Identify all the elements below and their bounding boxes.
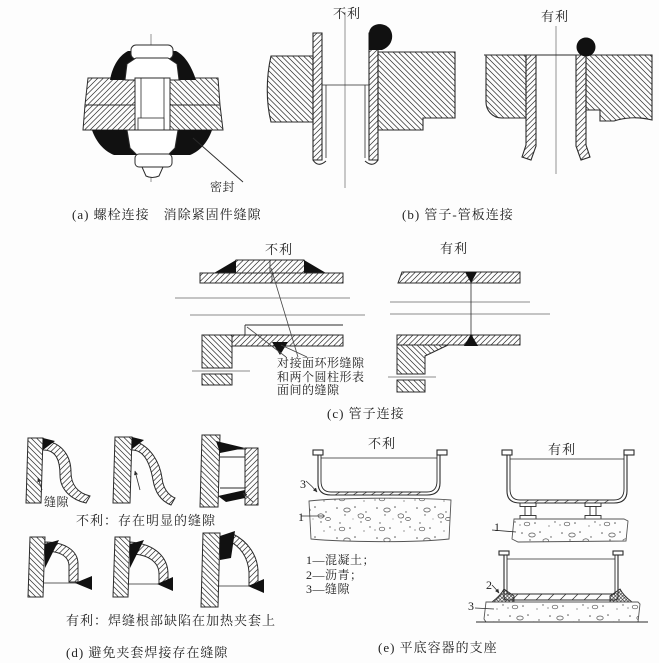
panel-e-unfavorable-drawing [293,443,471,553]
panel-e-legend [306,553,375,597]
fav-fig1 [28,537,92,597]
panel-b-caption: (b) 管子-管板连接 [402,207,514,222]
panel-c-favorable-label: 有利 [440,241,469,256]
annotation-line2: 和两个圆柱形表 [277,369,365,384]
fav-fig3 [201,531,264,607]
callout-3-unfav: 3 [300,477,306,491]
vessel [313,450,447,495]
callout-1-unfav: 1 [298,510,304,524]
panel-d-caption: (d) 避免夹套焊接存在缝隙 [66,645,229,660]
panel-b-favorable-label: 有利 [541,9,570,24]
panel-c-caption: (c) 管子连接 [327,406,405,421]
panel-a-bolted-joint-drawing [80,30,250,195]
tubesheet [267,52,455,130]
lower-pipe-wall [397,335,520,345]
panel-b-unfavorable-label: 不利 [333,6,362,21]
concrete-base [309,498,451,541]
annotation-line1: 对接面环形缝隙 [277,356,365,370]
panel-a-caption: (a) 螺栓连接 消除紧固件缝隙 [72,207,262,222]
callout-1-fav: 1 [494,520,500,534]
bore-centerlines [175,298,365,315]
gap-label: 缝隙 [44,495,70,509]
concrete-pad [512,519,628,542]
bolt-shaft [135,78,170,130]
unfav-fig3 [200,435,258,507]
bore-centerlines [390,302,550,314]
panel-d-favorable-note: 有利：焊缝根部缺陷在加热夹套上 [66,613,277,628]
tube-wall [313,33,378,164]
bolt-head [125,45,179,80]
annotation-line3: 面间的缝隙 [277,383,340,397]
panel-e-favorable2-drawing [466,551,658,631]
support-feet [520,503,601,519]
gap-callout-arrow [306,481,317,492]
seal-label: 密封 [210,180,236,194]
legend-gap: 3—缝隙 [306,582,351,596]
panel-c-favorable-drawing [388,250,633,395]
panel-e-favorable-label: 有利 [548,442,577,457]
tubesheet [486,55,652,121]
unfav-fig2 [113,437,175,505]
weld-fillet-right [304,260,326,273]
socket-step [245,325,343,335]
weld-bead [577,38,596,57]
seal-leader-line [193,138,243,182]
fav-fig2 [113,537,173,597]
panel-d-unfavorable-note: 不利：存在明显的缝隙 [76,513,217,528]
weld-bead [369,24,392,50]
panel-c-unfavorable-label: 不利 [265,242,294,257]
weld-fillet-left [214,260,236,273]
lower-pipe-wall [232,335,343,346]
upper-pipe-wall [200,273,343,283]
panel-e-caption: (e) 平底容器的支座 [378,640,498,655]
sleeve [230,260,310,273]
callout-2-fav: 2 [486,578,492,592]
vessel [499,551,623,600]
legend-concrete: 1—混凝土； [306,553,376,567]
panel-e-unfavorable-label: 不利 [368,436,397,451]
concrete-base [484,602,640,622]
legend-asphalt: 2—沥青； [306,567,363,582]
asphalt-callout-arrow [492,585,499,593]
callout-3-fav: 3 [468,599,474,613]
panel-b-favorable-drawing [478,26,658,178]
panel-b-unfavorable-drawing [263,10,463,192]
flange [388,345,448,392]
upper-pipe-wall [398,272,520,283]
panel-c-annotation [277,357,365,398]
